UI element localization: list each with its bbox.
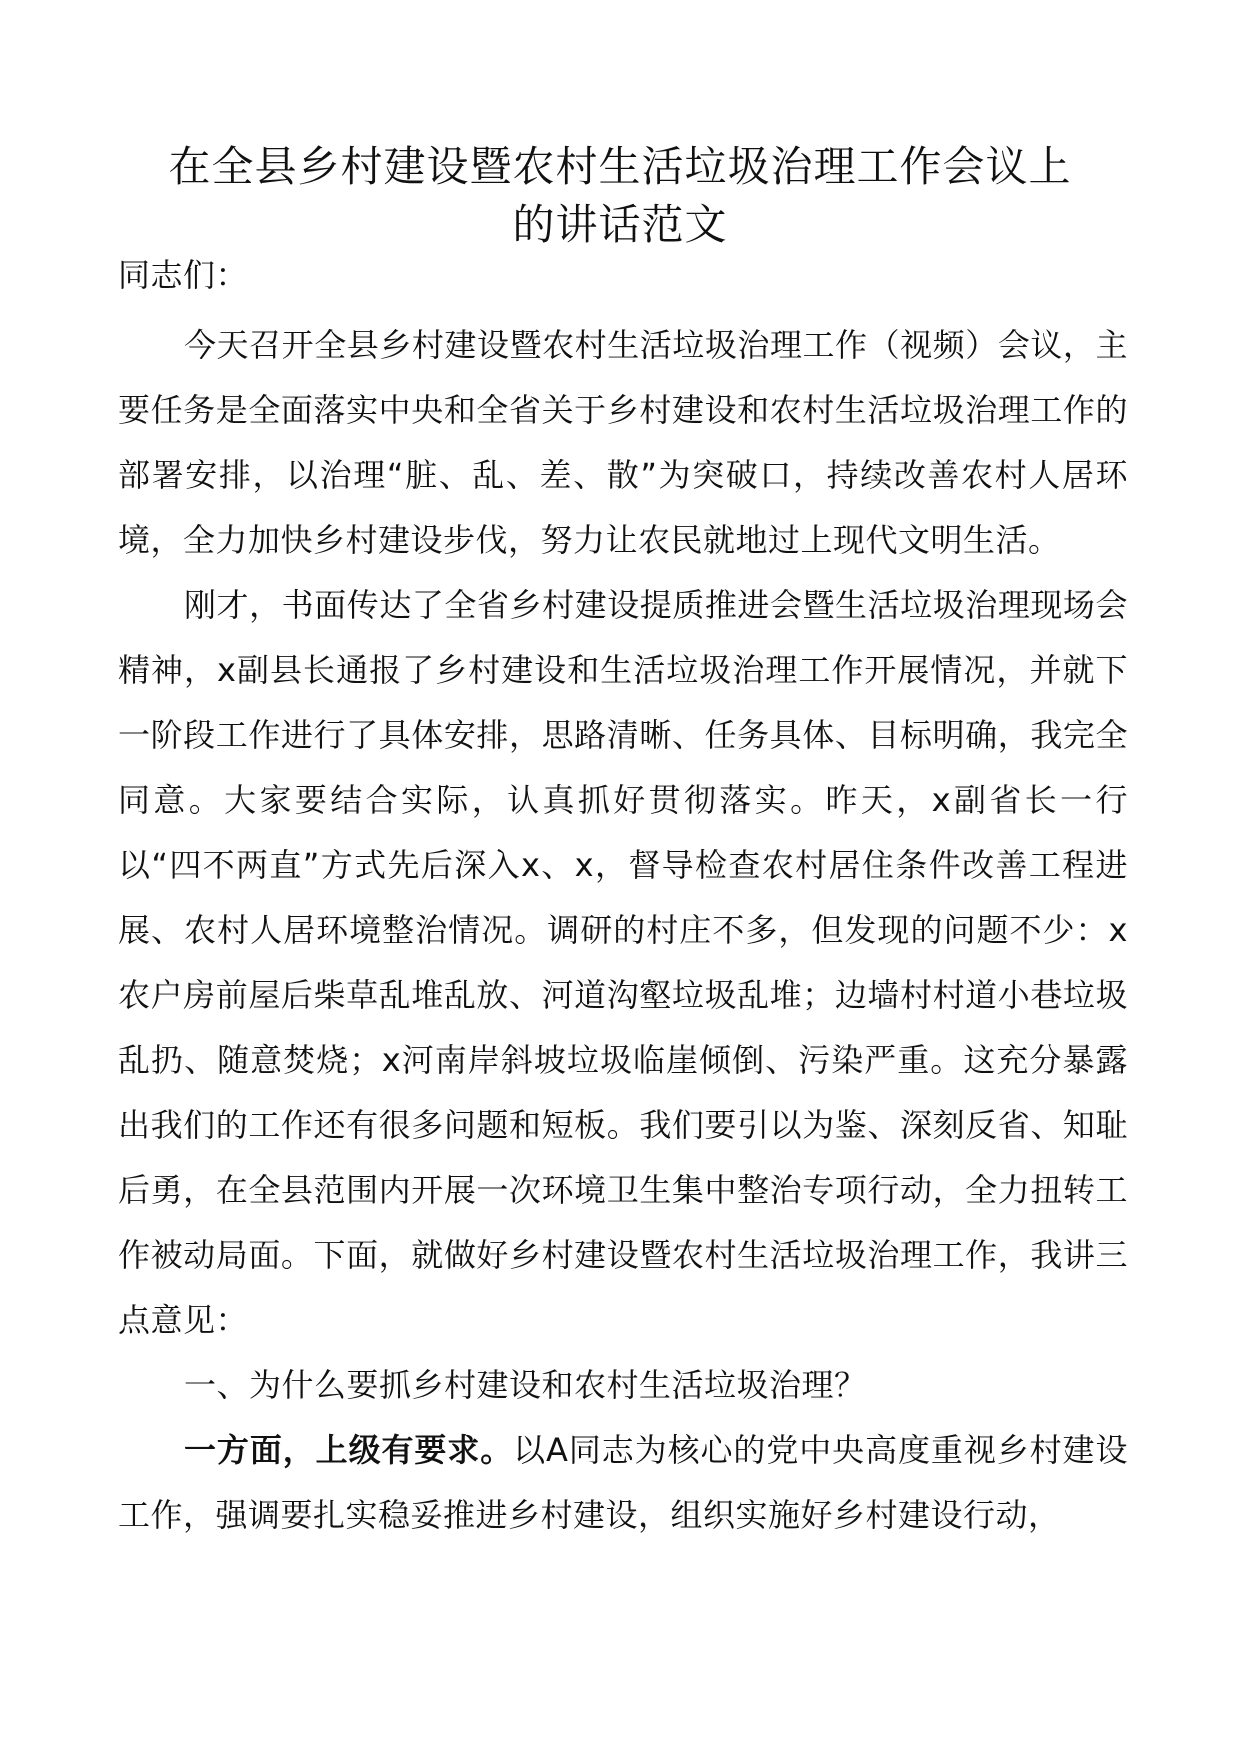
document-title-line-2: 的讲话范文 <box>512 200 728 249</box>
salutation: 同志们： <box>118 256 249 294</box>
section-heading-1: 一、为什么要抓乡村建设和农村生活垃圾治理？ <box>184 1366 867 1404</box>
paragraph-1: 今天召开全县乡村建设暨农村生活垃圾治理工作（视频）会议，主要任务是全面落实中央和全省关于乡村建设和农村生活垃圾治理工作的部署安排，以治理“脏、乱、差、散”为突破口，持续改善农村人居环境，全力加快乡村建设步伐，努力让农民就地过上现代文明生活。 <box>118 326 1128 559</box>
paragraph-3-lead: 一方面，上级有要求。 <box>184 1431 514 1469</box>
paragraph-3-text: 以A同志为核心的党中央高度重视乡村建设工作，强调要扎实稳妥推进乡村建设，组织实施好乡村建设行动， <box>118 1431 1128 1534</box>
paragraph-3 <box>118 1418 1128 1548</box>
paragraph-2: 刚才，书面传达了全省乡村建设提质推进会暨生活垃圾治理现场会精神，x副县长通报了乡村建设和生活垃圾治理工作开展情况，并就下一阶段工作进行了具体安排，思路清晰、任务具体、目标明确，我完全同意。大家要结合实际，认真抓好贯彻落实。昨天，x副省长一行以“四不两直”方式先后深入x、x，督导检查农村居住条件改善工程进展、农村人居环境整治情况。调研的村庄不多，但发现的问题不少：x农户房前屋后柴草乱堆乱放、河道沟壑垃圾乱堆；边墙村村道小巷垃圾乱扔、随意焚烧；x河南岸斜坡垃圾临崖倾倒、污染严重。这充分暴露出我们的工作还有很多问题和短板。我们要引以为鉴、深刻反省、知耻后勇，在全县范围内开展一次环境卫生集中整治专项行动，全力扭转工作被动局面。下面，就做好乡村建设暨农村生活垃圾治理工作，我讲三点意见： <box>118 586 1128 1339</box>
document-title <box>120 138 1120 254</box>
document-body <box>118 243 1128 1548</box>
document-title-line-1: 在全县乡村建设暨农村生活垃圾治理工作会议上 <box>168 142 1072 191</box>
